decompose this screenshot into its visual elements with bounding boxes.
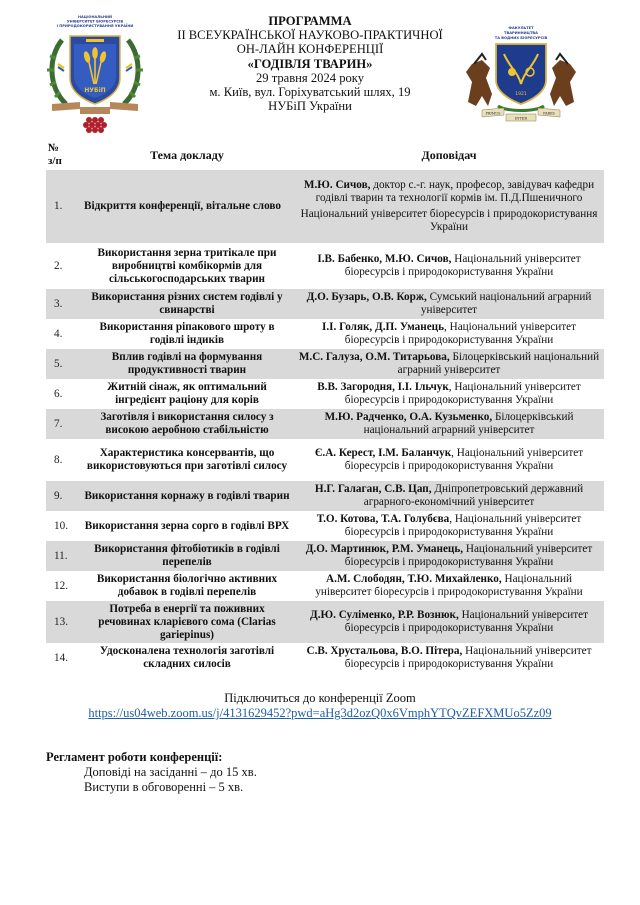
svg-text:ФАКУЛЬТЕТ: ФАКУЛЬТЕТ: [508, 26, 534, 30]
conference-address: м. Київ, вул. Горіхуватський шлях, 19: [209, 85, 411, 100]
zoom-label: Підключиться до конференції Zoom: [224, 691, 416, 705]
speaker-names: М.Ю. Сичов,: [303, 179, 371, 191]
row-speaker: [294, 643, 604, 673]
speaker-affiliation: , Національний університет біоресурсів і природокористування України: [344, 447, 584, 472]
row-number: 6.: [54, 387, 63, 400]
row-topic: Удосконалена технологія заготівлі складних силосів: [99, 645, 275, 670]
svg-text:І ПРИРОДОКОРИСТУВАННЯ УКРАЇНИ: І ПРИРОДОКОРИСТУВАННЯ УКРАЇНИ: [56, 24, 134, 28]
speaker-names: В.В. Загородня, І.І. Ільчук: [317, 381, 449, 393]
svg-text:УНІВЕРСИТЕТ БІОРЕСУРСІВ: УНІВЕРСИТЕТ БІОРЕСУРСІВ: [66, 19, 124, 24]
table-row: [46, 319, 604, 349]
column-header-number: [46, 140, 80, 170]
table-row: [46, 439, 604, 481]
row-number: 3.: [46, 289, 80, 319]
row-topic: Вплив годівлі на формування продуктивності тварин: [80, 349, 294, 379]
speaker-affiliation: Білоцерківський національний аграрний університет: [397, 351, 600, 376]
row-topic: Використання біологічно активних добавок в годівлі перепелів: [96, 573, 278, 598]
speaker-names: А.М. Слободян, Т.Ю. Михайленко,: [326, 573, 502, 585]
conference-name: «ГОДІВЛЯ ТВАРИН»: [247, 56, 373, 71]
row-number: 9.: [46, 481, 80, 511]
speaker-names: Д.О. Мартинюк, Р.М. Уманець,: [305, 543, 464, 555]
speaker-names: Н.Г. Галаган, С.В. Цап,: [314, 483, 432, 495]
speaker-names: І.І. Голяк, Д.П. Уманець: [321, 321, 445, 333]
speaker-affiliation: , Національний університет біоресурсів і природокористування України: [344, 381, 581, 406]
speaker-names: Д.Ю. Суліменко, Р.Р. Вознюк,: [310, 609, 459, 621]
speaker-affiliation: Національний університет біоресурсів і природокористування України: [344, 253, 581, 278]
speaker-affiliation: Дніпропетровський державний аграрного-економічний університет: [363, 483, 584, 508]
program-title: ПРОГРАММА: [268, 14, 352, 28]
conference-date: 29 травня 2024 року: [255, 70, 365, 85]
row-topic: Використання фітобіотиків в годівлі перепелів: [80, 541, 294, 571]
row-topic: Використання зерна сорго в годівлі ВРХ: [84, 519, 290, 532]
row-number: 5.: [46, 349, 80, 379]
faculty-emblem-icon: [462, 24, 580, 124]
row-speaker: [294, 481, 604, 511]
row-speaker: [294, 541, 604, 571]
speaker-names: М.С. Галуза, О.М. Титарьова,: [298, 351, 450, 363]
row-topic: Житній сінаж, як оптимальний інгредієнт раціону для корів: [107, 381, 267, 406]
row-speaker: [294, 319, 604, 349]
speaker-names: Є.А. Керест, І.М. Баланчук: [314, 447, 452, 459]
university-crest-icon: [42, 12, 148, 134]
row-number: 14.: [54, 651, 68, 664]
conference-institution: НУБіП України: [268, 99, 352, 114]
row-number: 7.: [46, 409, 80, 439]
speaker-affiliation: Сумський національний аграрний університет: [420, 291, 592, 316]
zoom-info: [0, 691, 640, 721]
row-number: 8.: [54, 453, 63, 466]
svg-text:НУБіП: НУБіП: [84, 87, 106, 94]
row-topic: Потреба в енергії та поживних речовинах кларієвого сома (Clarias gariepinus): [80, 601, 294, 643]
row-topic: Характеристика консервантів, що використовуються при заготівлі силосу: [86, 447, 288, 472]
speaker-names: М.Ю. Радченко, О.А. Кузьменко,: [324, 411, 493, 423]
column-header-speaker: Доповідач: [421, 147, 477, 162]
column-header-number-abbr: з/п: [48, 155, 62, 167]
svg-text:1921: 1921: [515, 92, 527, 97]
speaker-names: С.В. Хрустальова, В.О. Пітера,: [306, 645, 463, 657]
speaker-affiliation: доктор с.-г. наук, професор, завідувач кафедри годівлі тварин та технології кормів ім. П.Д.Пшеничного: [315, 179, 595, 204]
row-speaker: [294, 571, 604, 601]
svg-text:PRIMUS: PRIMUS: [485, 111, 501, 116]
table-row: [46, 601, 604, 643]
speaker-affiliation: , Національний університет біоресурсів і природокористування України: [344, 321, 577, 346]
table-row: [46, 289, 604, 319]
speaker-affiliation: Національний університет біоресурсів і природокористування України: [344, 609, 588, 634]
speaker-affiliation: , Національний університет біоресурсів і природокористування України: [344, 513, 582, 538]
row-speaker: [294, 170, 604, 243]
row-speaker: [294, 511, 604, 541]
row-topic: Використання різних систем годівлі у свинарстві: [80, 289, 294, 319]
table-row: [46, 243, 604, 289]
regulation-heading: Регламент роботи конференції:: [46, 750, 223, 764]
regulation-item: Виступи в обговоренні – 5 хв.: [84, 780, 244, 794]
row-topic: Відкриття конференції, вітальне слово: [80, 170, 294, 243]
row-topic: Використання корнажу в годівлі тварин: [80, 481, 294, 511]
row-number: 12.: [54, 579, 68, 592]
row-speaker: [294, 349, 604, 379]
speaker-names: І.В. Бабенко, М.Ю. Сичов,: [317, 253, 452, 265]
row-speaker: [294, 379, 604, 409]
row-number: 13.: [46, 601, 80, 643]
row-topic: Заготівля і використання силосу з високою аеробною стабільністю: [80, 409, 294, 439]
table-row: [46, 481, 604, 511]
speaker-affiliation: Національний університет біоресурсів і природокористування України: [344, 645, 592, 670]
column-header-topic: Тема докладу: [150, 147, 224, 162]
row-speaker: [294, 409, 604, 439]
table-row: [46, 379, 604, 409]
speaker-names: Т.О. Котова, Т.А. Голубєва: [316, 513, 450, 525]
speaker-affiliation: Білоцерківський національний аграрний університет: [363, 411, 574, 436]
speaker-extra-affiliation: Національний університет біоресурсів і природокористування України: [300, 208, 598, 233]
table-row: [46, 409, 604, 439]
row-speaker: [294, 439, 604, 481]
speaker-affiliation: Національний університет біоресурсів і природокористування України: [344, 543, 593, 568]
table-row: [46, 643, 604, 673]
row-topic: Використання зерна тритікале при виробництві комбікормів для сільськогосподарських тварин: [97, 246, 277, 285]
row-number: 11.: [46, 541, 80, 571]
program-table: [46, 140, 604, 673]
program-title-block: [150, 14, 470, 113]
conference-regulation: [46, 750, 606, 795]
table-row: [46, 511, 604, 541]
svg-text:INTER: INTER: [514, 116, 528, 121]
column-header-number-symbol: №: [48, 142, 60, 154]
row-speaker: [294, 289, 604, 319]
row-number: 4.: [54, 327, 63, 340]
table-row: [46, 541, 604, 571]
table-row: [46, 170, 604, 243]
row-number: 1.: [46, 170, 80, 243]
row-speaker: [294, 243, 604, 289]
table-row: [46, 571, 604, 601]
speaker-affiliation: Національний університет біоресурсів і природокористування України: [315, 573, 583, 598]
row-number: 2.: [54, 259, 63, 272]
conference-subtitle-line2: ОН-ЛАЙН КОНФЕРЕНЦІЇ: [236, 42, 384, 57]
regulation-item: Доповіді на засіданні – до 15 хв.: [84, 765, 257, 779]
svg-text:ТА ВОДНИХ БІОРЕСУРСІВ: ТА ВОДНИХ БІОРЕСУРСІВ: [494, 36, 548, 40]
table-row: [46, 349, 604, 379]
row-speaker: [294, 601, 604, 643]
svg-text:ТВАРИННИЦТВА: ТВАРИННИЦТВА: [504, 31, 538, 35]
speaker-names: Д.О. Бузарь, О.В. Корж,: [306, 291, 427, 303]
row-topic: Використання ріпакового шроту в годівлі індиків: [99, 321, 275, 346]
document-header: [0, 0, 640, 130]
conference-subtitle-line1: ІІ ВСЕУКРАЇНСЬКОЇ НАУКОВО-ПРАКТИЧНОЇ: [177, 28, 443, 43]
svg-text:НАЦІОНАЛЬНИЙ: НАЦІОНАЛЬНИЙ: [77, 15, 113, 19]
svg-text:PARES: PARES: [543, 111, 555, 116]
row-number: 10.: [54, 519, 68, 532]
table-header-row: [46, 140, 604, 170]
zoom-link[interactable]: https://us04web.zoom.us/j/4131629452?pwd=aHg3d2ozQ0x6VmphYTQvZEFXMUo5Zz09: [88, 706, 552, 720]
